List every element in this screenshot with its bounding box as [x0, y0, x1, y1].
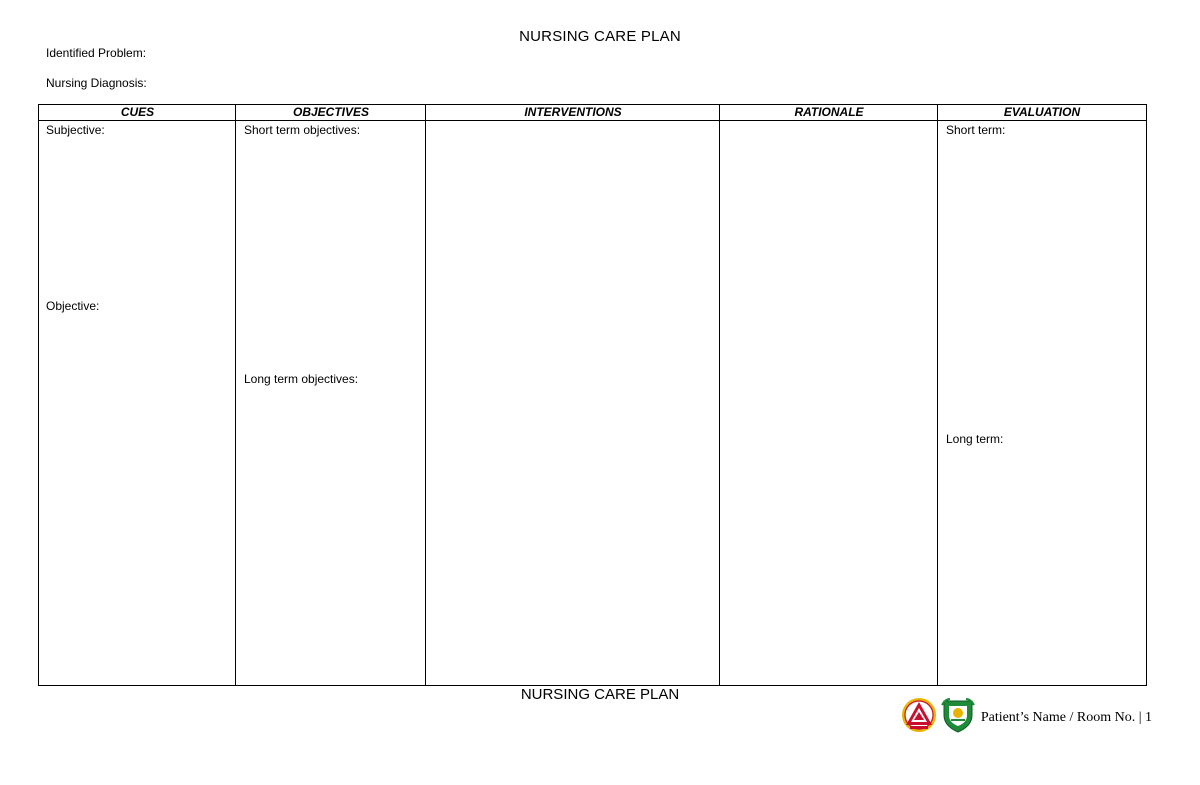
evaluation-short-term-label: Short term: [946, 123, 1006, 137]
patient-name-room-label: Patient’s Name / Room No. | 1 [980, 709, 1152, 725]
nursing-diagnosis-label: Nursing Diagnosis: [46, 76, 147, 90]
column-header-cues: CUES [120, 105, 155, 119]
cues-objective-label: Objective: [46, 299, 100, 313]
column-header-interventions: INTERVENTIONS [524, 105, 622, 119]
table-header-row [39, 105, 1146, 121]
short-term-objectives-label: Short term objectives: [244, 123, 361, 137]
triangle-seal-logo [901, 697, 937, 738]
green-crest-logo [941, 697, 975, 738]
column-header-evaluation: EVALUATION [1003, 105, 1081, 119]
column-divider [425, 105, 426, 685]
footer-title: NURSING CARE PLAN [520, 686, 680, 703]
column-header-rationale: RATIONALE [794, 105, 864, 119]
column-divider [719, 105, 720, 685]
column-header-objectives: OBJECTIVES [292, 105, 370, 119]
identified-problem-label: Identified Problem: [46, 46, 147, 60]
column-divider [937, 105, 938, 685]
cues-subjective-label: Subjective: [46, 123, 105, 137]
long-term-objectives-label: Long term objectives: [244, 372, 359, 386]
column-divider [235, 105, 236, 685]
page-title: NURSING CARE PLAN [519, 28, 681, 45]
footer-page-label [901, 697, 1152, 738]
care-plan-table [38, 104, 1147, 686]
evaluation-long-term-label: Long term: [946, 432, 1004, 446]
